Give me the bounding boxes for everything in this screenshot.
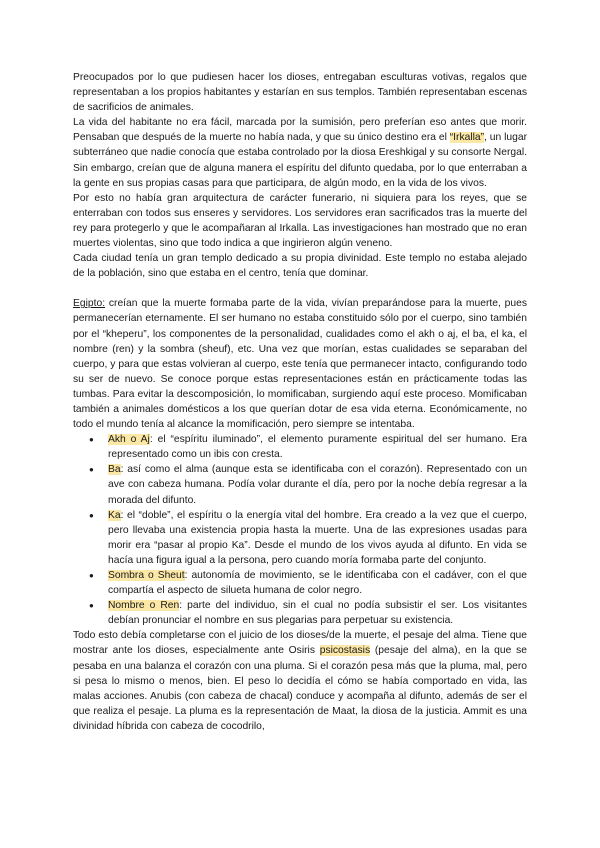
egypt-intro-text: creían que la muerte formaba parte de la vida, vivían preparándose para la muerte, pues permanecerían eternamente. El ser humano no estaba constituido sólo por el cuerpo, sino también por el “kheperu”, los componentes de la personalidad, cualidades como el akh o aj, el ba, el ka, el nombre (ren) y la sombra (sheuf), etc. Una vez que morían, estas cualidades se separaban del cuerpo, y para que estas volvieran al cuerpo, este tenía que permanecer intacto, configurando todo su ser de nuevo. Se conoce porque estas representaciones están en prácticamente todas las tumbas. Para evitar la descomposición, lo momificaban, surgiendo aquí este proceso. Momificaban también a animales domésticos a los que querían dotar de esa vida eterna. Económicamente, no todo el mundo tenía al alcance la momificación, pero siempre se intentaba. xyxy=(73,298,527,431)
term-ka: Ka xyxy=(108,509,121,521)
paragraph-irkalla-start: La vida del habitante no era fácil, marcada por la sumisión, pero preferían eso antes que morir. Pensaban que después de la muerte no había nada, y que su único destino era el xyxy=(73,117,527,144)
list-item-ba xyxy=(73,462,527,507)
desc-sheut: : autonomía de movimiento, se le identificaba con el cadáver, con el que compartía el aspecto de silueta humana de color negro. xyxy=(108,570,527,597)
desc-akh: : el “espíritu iluminado”, el elemento puramente espiritual del ser humano. Era representado como un ibis con cresta. xyxy=(108,434,527,461)
paragraph-irkalla xyxy=(73,115,527,190)
highlight-psicostasis: psicostasis xyxy=(319,645,371,657)
paragraph-egypt-intro xyxy=(73,296,527,432)
list-item-ka xyxy=(73,508,527,568)
desc-ka: : el “doble”, el espíritu o la energía vital del hombre. Era creado a la vez que el cuerpo, pero llevaba una existencia propia hasta la muerte. Una de las expresiones usadas para morir era “pasar al propio Ka”. Desde el mundo de los vivos ayuda al difunto. En vida se hacía una figura igual a la persona, pero cuando moría formaba parte del conjunto. xyxy=(108,509,527,566)
paragraph-psychostasis xyxy=(73,628,527,734)
desc-ba: : así como el alma (aunque esta se identificaba con el corazón). Representado con un ave con cabeza humana. Podía volar durante el día, pero por la noche debía regresar a la morada del difunto. xyxy=(108,464,527,506)
page-content xyxy=(73,70,527,734)
list-item-sheut xyxy=(73,568,527,598)
list-item-akh xyxy=(73,432,527,462)
psychostasis-end: (pesaje del alma), en la que se pesaba en una balanza el corazón con una pluma. Si el corazón pesa más que la pluma, mal, pero si pesa lo mismo o menos, bien. El peso lo decidía el cómo se había comportado en vida, las malas acciones. Anubis (con cabeza de chacal) conduce y acompaña al difunto, además de ser el que realiza el pesaje. La pluma es la representación de Maat, la diosa de la justicia. Ammit es una divinidad híbrida con cabeza de cocodrilo, xyxy=(73,645,527,732)
term-akh: Akh o Aj xyxy=(108,434,150,446)
term-ba: Ba xyxy=(108,464,121,476)
highlight-irkalla: “Irkalla” xyxy=(449,132,485,144)
paragraph-funerary-architecture: Por esto no había gran arquitectura de carácter funerario, ni siquiera para los reyes, que se enterraban con todos sus enseres y servidores. Los servidores eran sacrificados tras la muerte del rey para protegerlo y que le acompañaran al Irkalla. Las investigaciones han mostrado que no eran muertes violentas, sino que todo indica a que ingirieron algún veneno. xyxy=(73,192,527,250)
desc-ren: : parte del individuo, sin el cual no podía subsistir el ser. Los visitantes debían pronunciar el nombre en sus plegarias para perpetuar su existencia. xyxy=(108,600,528,627)
kheperu-list xyxy=(73,432,527,628)
paragraph-irkalla-end: , un lugar subterráneo que nadie conocía que estaba controlado por la diosa Ereshkigal y su consorte Nergal. Sin embargo, creían que de alguna manera el espíritu del difunto quedaba, por lo que enterraban a la gente en sus propias casas para que participara, de algún modo, en la vida de los vivos. xyxy=(73,132,528,189)
term-ren: Nombre o Ren xyxy=(108,600,180,612)
psychostasis-start: Todo esto debía completarse con el juicio de los dioses/de la muerte, el pesaje del alma. Tiene que mostrar ante los dioses, especialmente ante Osiris xyxy=(73,630,527,657)
paragraph-votive-offerings: Preocupados por lo que pudiesen hacer los dioses, entregaban esculturas votivas, regalos que representaban a los propios habitantes y estarían en sus templos. También representaban escenas de sacrificios de animales. xyxy=(73,72,527,114)
term-sheut: Sombra o Sheut xyxy=(108,570,185,581)
list-item-ren xyxy=(73,598,527,628)
egypt-heading: Egipto: xyxy=(73,298,106,310)
paragraph-city-temple: Cada ciudad tenía un gran templo dedicado a su propia divinidad. Este templo no estaba alejado de la población, sino que estaba en el centro, tenía que dominar. xyxy=(73,253,527,280)
